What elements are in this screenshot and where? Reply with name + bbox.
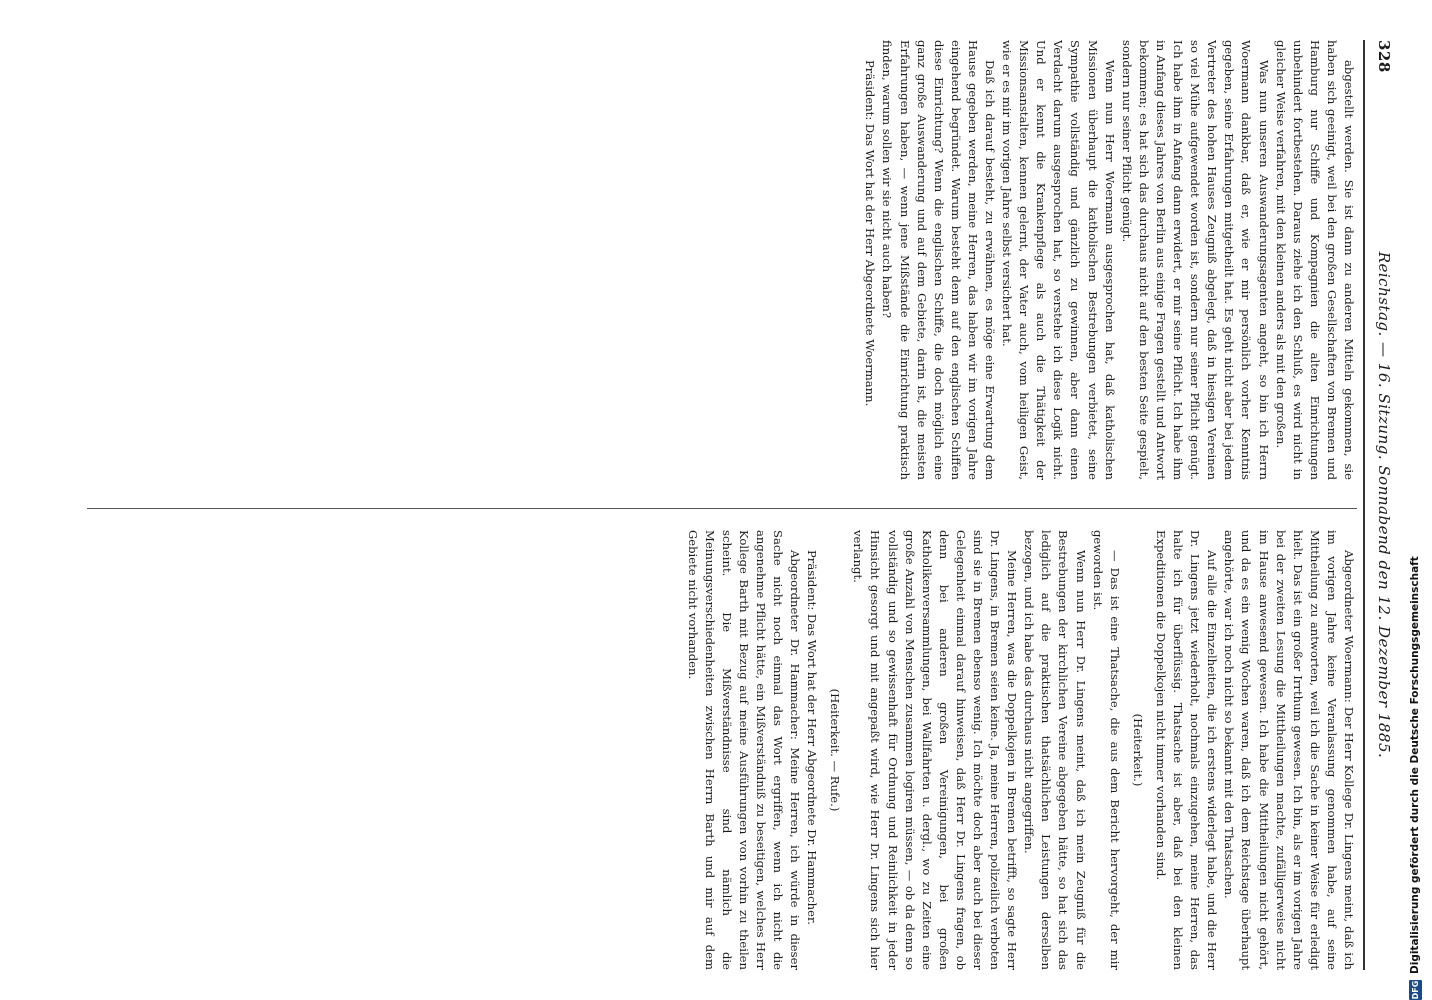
paragraph: Auf alle die Einzelheiten, die ich erstens widerlegt habe, und die Herr Dr. Lingens jetzt wiederholt, nochmals einzugehen, meine Herren, das halte ich für überflüssig. Thatsache ist aber, daß bei den kleinen Expeditionen die Doppelkojen nicht immer vorhanden sind. (1153, 530, 1220, 970)
header-rule (1363, 40, 1365, 970)
running-title: Reichstag. — 16. Sitzung. Sonnabend den 12. Dezember 1885. (1375, 251, 1393, 759)
left-column (87, 40, 1357, 480)
paragraph: Was nun unseren Auswanderungsagenten angeht, so bin ich Herrn Woermann dankbar, daß er, wie er mir persönlich vorher Kenntnis gegeben, seine Erfahrungen mitgetheilt hat. Es geht nicht aber bei jedem Vertreter des hohen Hauses Zeugniß abgelegt, daß in hiesigen Vereinen so viel Mühe aufgewendet worden ist, sondern nur seiner Pflicht genügt. Ich habe ihm in Anfang dann erwidert, er mir seine Pflicht. Ich habe ihm in Anfang dieses Jahres von Berlin aus einige Fragen gestellt und Antwort bekommen; es hat sich das durchaus nicht auf den besten Seite gespielt, sondern nur seiner Pflicht genügt. (1119, 40, 1271, 480)
paragraph: Wenn nun Herr Woermann ausgesprochen hat, daß katholischen Missionen überhaupt die katholischen Bestrebungen verbietet, seine Sympathie vollständig und gänzlich zu gewinnen, aber dann einen Verdacht darum ausgesprochen hat, so verstehe ich diese Logik nicht. Und er kennt die Krankenpflege als auch die Thätigkeit der Missionsanstalten, kennen gelernt, der Vater auch, vom heiligen Geist, wie er es mir im vorigen Jahre selbst versichert hat. (1000, 40, 1117, 480)
paragraph: Daß ich darauf besteht, zu erwähnen, es möge eine Erwartung dem Hause gegeben werden, meine Herren, das haben wir im vorigen Jahre eingehend begründet. Warum besteht denn auf den englischen Schiffen diese Einrichtung? Wenn die englischen Schiffe, die doch möglich eine ganz große Auswanderung und auf dem Gebiete, darin ist, die meisten Erfahrungen haben, — wenn jene Mißstände die Einrichtung praktisch finden, warum sollen wir sie nicht auch haben? (880, 40, 998, 480)
paragraph: Abgeordneter Dr. Hammacher: Meine Herren, ich würde in dieser Sache nicht noch einmal das Wort ergriffen, wenn ich nicht die angenehme Pflicht hätte, ein Mißverständniß zu beseitigen, welches Herr Kollege Barth mit Bezug auf meine Ausführungen von vorhin zu theilen scheint. Die Mißverständnisse sind nämlich die Meinungsverschiedenheiten zwischen Herrn Barth und mir auf dem Gebiete nicht vorhanden. (685, 530, 803, 970)
funding-note: Digitalisierung gefördert durch die Deutsche Forschungsgemeinschaft (1409, 556, 1421, 974)
column-divider (87, 508, 1357, 509)
page-header (1363, 40, 1393, 970)
paragraph: Wenn nun Herr Dr. Lingens meint, daß ich mein Zeugniß für die Bestrebungen der kirchlichen Vereine abgegeben hätte, so hat sich das lediglich auf die praktischen thatsächlichen Leistungen derselben bezogen, und ich habe das durchaus nicht angegriffen. (1022, 530, 1088, 970)
paragraph: — Das ist eine Thatsache, die aus dem Bericht hervorgeht, der mir geworden ist. (1090, 530, 1122, 970)
paragraph: Meine Herren, was die Doppelkojen in Bremen betrifft, so sagte Herr Dr. Lingens, in Bremen seien keine. Ja, meine Herren, polizeilich verboten sind sie in Bremen ebenso wenig. Ich möchte doch aber auch bei dieser Gelegenheit einmal darauf hinweisen, daß Herr Dr. Lingens fragen, ob denn bei anderen großen Vereinigungen, bei großen Katholikenversammlungen, bei Wallfahrten u. dergl., wo zu Zeiten eine große Anzahl von Menschen zusammen logiren müssen, — ob da denn so vollständig und so gewissenhaft für Ordnung und Reinlichkeit in jeder Hinsicht gesorgt und mit angepaßt wird, wie Herr Dr. Lingens sich hier verlangt. (851, 530, 1020, 970)
stage-direction: (Heiterkeit.) (1130, 713, 1145, 787)
paragraph: abgestellt werden. Sie ist dann zu anderen Mitteln gekommen, sie haben sich geeinigt, weil bei den großen Gesellschaften von Bremen und Hamburg nur Schiffe und Kompagnien die alten Einrichtungen unbehindert fortbestehen. Daraus ziehe ich den Schluß, es wird nicht in gleicher Weise verfahren, mit den kleinen anders als mit den großen. (1273, 40, 1356, 480)
paragraph: Abgeordneter Woermann: Der Herr Kollege Dr. Lingens meint, daß ich im vorigen Jahre keine Veranlassung genommen habe, auf seine Mittheilung zu antworten, weil ich die Sache in keiner Weise für erledigt hielt. Das ist ein großer Irrthum gewesen. Ich bin, als er im vorigen Jahre bei der zweiten Lesung die Mittheilungen machte, zufälligerweise nicht im Hause anwesend gewesen. Ich habe die Mittheilungen nicht gehört, und da es ein wenig Wochen waren, daß ich dem Reichstage überhaupt angehörte, war ich noch nicht so bekannt mit den Thatsachen. (1222, 530, 1356, 970)
paragraph: Präsident: Das Wort hat der Herr Abgeordnete Woermann. (863, 60, 878, 407)
stage-direction: (Heiterkeit. — Rufe.) (828, 688, 843, 812)
right-column (87, 530, 1357, 970)
dfg-logo: DFG (1410, 980, 1420, 1000)
page-number: 328 (1375, 40, 1393, 73)
funding-sidebar (1405, 0, 1425, 1000)
scanned-page (75, 0, 1405, 1000)
paragraph: Präsident: Das Wort hat der Herr Abgeordnete Dr. Hammacher. (805, 550, 820, 925)
